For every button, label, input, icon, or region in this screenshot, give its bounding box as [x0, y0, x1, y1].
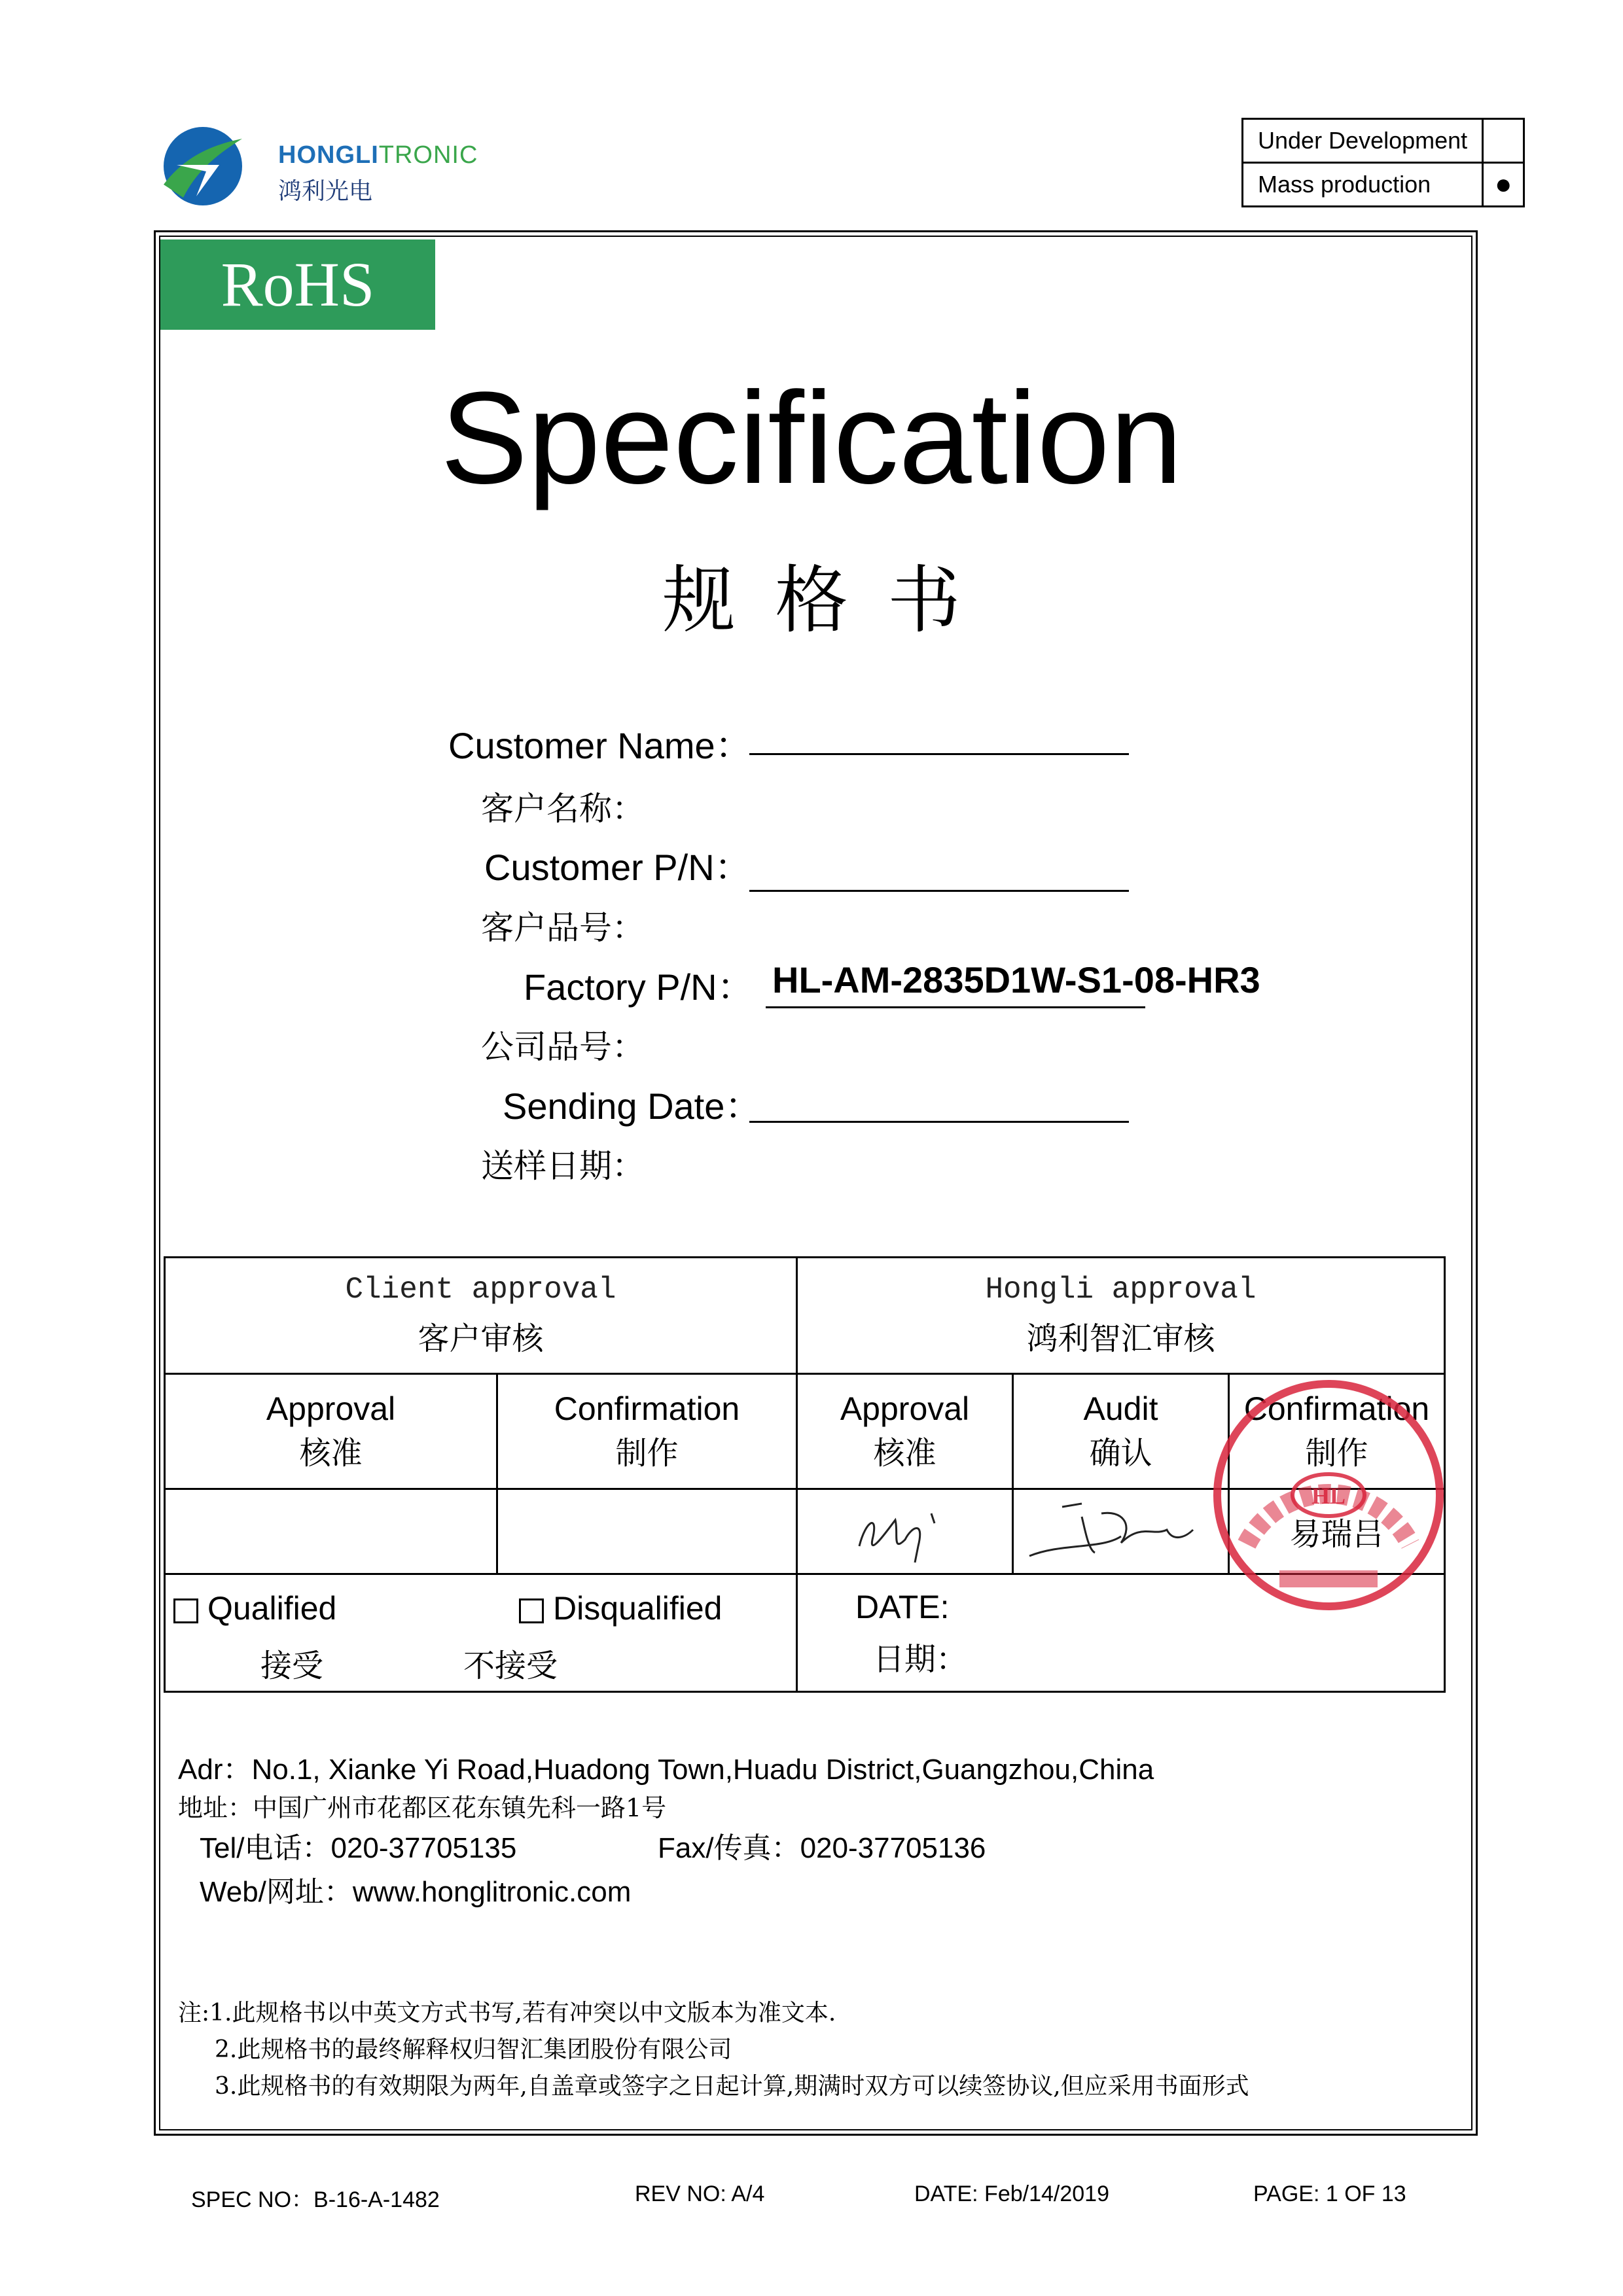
website: Web/网址：www.honglitronic.com	[200, 1876, 632, 1908]
client-approval-cell	[165, 1258, 797, 1374]
approval-header-row	[165, 1258, 1445, 1374]
qualified-label-cn: 接受	[260, 1648, 324, 1684]
role-label: Approval	[840, 1390, 970, 1427]
role-cell	[797, 1374, 1013, 1489]
role-label-cn: 制作	[1305, 1435, 1368, 1472]
role-label: Approval	[266, 1390, 396, 1427]
sending-date-label: Sending Date：	[503, 1086, 762, 1127]
qualified-option[interactable]: Qualified	[173, 1589, 336, 1627]
decision-cell	[165, 1574, 797, 1692]
brand-name-cn: 鸿利光电	[278, 178, 373, 205]
customer-name-label-cn: 客户名称：	[481, 790, 645, 828]
customer-name-underline	[749, 751, 1129, 755]
customer-name-label: Customer Name：	[448, 725, 752, 766]
status-table	[1241, 118, 1525, 207]
handwritten-signature-icon	[1023, 1491, 1219, 1569]
revision-number: REV NO: A/4	[635, 2181, 765, 2206]
customer-pn-underline	[749, 888, 1129, 892]
company-logo	[157, 119, 484, 217]
signature-cell	[797, 1489, 1013, 1574]
customer-pn-label: Customer P/N：	[484, 847, 751, 888]
spec-number: SPEC NO：B-16-A-1482	[191, 2187, 440, 2212]
client-approval-label-cn: 客户审核	[418, 1320, 544, 1357]
disqualified-checkbox[interactable]	[519, 1598, 544, 1623]
page-title: Specification	[440, 365, 1183, 511]
qualified-checkbox[interactable]	[173, 1598, 198, 1623]
status-label: Mass production	[1243, 163, 1483, 207]
role-label-cn: 确认	[1089, 1435, 1152, 1472]
maker-name: 易瑞吕	[1289, 1516, 1384, 1553]
role-cell	[497, 1374, 797, 1489]
signature-cell	[165, 1489, 497, 1574]
role-label-cn: 制作	[615, 1435, 679, 1472]
factory-pn-label: Factory P/N：	[524, 966, 754, 1008]
status-checkbox: ●	[1483, 163, 1524, 207]
status-checkbox	[1483, 119, 1524, 163]
brand-name: HONGLITRONIC	[278, 141, 478, 169]
disqualified-label-cn: 不接受	[463, 1648, 558, 1684]
signature-cell	[1013, 1489, 1229, 1574]
note-line: 注:1.此规格书以中英文方式书写,若有冲突以中文版本为准文本.	[178, 2000, 836, 2026]
role-label: Confirmation	[1243, 1390, 1430, 1427]
sending-date-underline	[749, 1119, 1129, 1123]
role-label: Confirmation	[554, 1390, 740, 1427]
date-label-cn: 日期：	[873, 1641, 968, 1678]
factory-pn-value: HL-AM-2835D1W-S1-08-HR3	[772, 959, 1260, 1000]
note-line: 3.此规格书的有效期限为两年,自盖章或签字之日起计算,期满时双方可以续签协议,但应采用书面形式	[215, 2073, 1249, 2100]
rohs-badge: RoHS	[160, 239, 435, 330]
client-approval-label: Client approval	[345, 1273, 616, 1307]
role-label-cn: 核准	[873, 1435, 936, 1472]
document-date: DATE: Feb/14/2019	[914, 2181, 1109, 2206]
disqualified-option[interactable]: Disqualified	[519, 1589, 722, 1627]
status-row	[1243, 163, 1524, 207]
fax: Fax/传真：020-37705136	[658, 1832, 986, 1864]
page-title-cn: 规格书	[662, 558, 1000, 643]
address-cn: 地址：中国广州市花都区花东镇先科一路1号	[178, 1793, 667, 1822]
company-seal-icon	[1207, 1374, 1450, 1616]
role-cell	[1013, 1374, 1229, 1489]
logo-mark-icon	[157, 119, 249, 211]
handwritten-signature-icon	[833, 1494, 977, 1566]
page-number: PAGE: 1 OF 13	[1253, 2181, 1406, 2206]
status-label: Under Development	[1243, 119, 1483, 163]
factory-pn-label-cn: 公司品号：	[481, 1028, 645, 1066]
address-en: Adr：No.1, Xianke Yi Road,Huadong Town,Huadu District,Guangzhou,China	[178, 1754, 1154, 1786]
factory-pn-underline	[766, 1004, 1145, 1008]
customer-pn-label-cn: 客户品号：	[481, 909, 645, 947]
role-label: Audit	[1083, 1390, 1158, 1427]
role-cell	[165, 1374, 497, 1489]
signature-cell	[497, 1489, 797, 1574]
status-row	[1243, 119, 1524, 163]
note-line: 2.此规格书的最终解释权归智汇集团股份有限公司	[215, 2036, 732, 2063]
telephone: Tel/电话：020-37705135	[200, 1832, 517, 1864]
hongli-approval-label-cn: 鸿利智汇审核	[1026, 1320, 1215, 1357]
role-label-cn: 核准	[299, 1435, 363, 1472]
date-label: DATE:	[855, 1589, 950, 1625]
hongli-approval-cell	[797, 1258, 1445, 1374]
hongli-approval-label: Hongli approval	[985, 1273, 1257, 1307]
sending-date-label-cn: 送样日期：	[481, 1147, 645, 1185]
svg-text:HL: HL	[1311, 1483, 1346, 1509]
